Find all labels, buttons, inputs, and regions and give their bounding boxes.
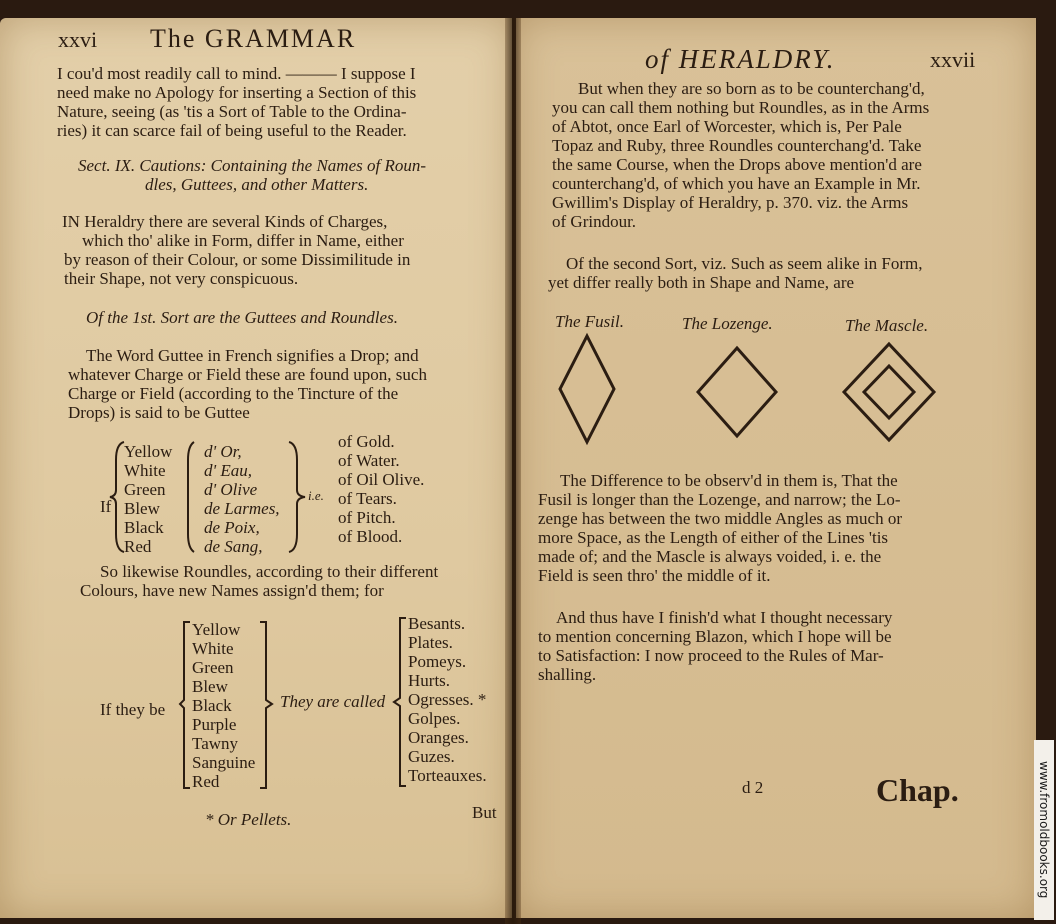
footnote: * Or Pellets.	[205, 810, 292, 829]
para-line: Charge or Field (according to the Tincture of the	[68, 384, 399, 403]
left-running-head: The GRAMMAR	[150, 24, 357, 53]
text-line: Golpes.	[408, 709, 461, 728]
right-brace-icon	[287, 440, 309, 554]
text-line: Ogresses. *	[408, 690, 487, 709]
text-line: Besants.	[408, 614, 466, 633]
para-line: whatever Charge or Field these are found upon, such	[68, 365, 427, 384]
left-text-line: Nature, seeing (as 'tis a Sort of Table to the Ordina-	[57, 102, 407, 121]
text-line: zenge has between the two middle Angles as much or	[538, 509, 902, 528]
section-heading: Sect. IX. Cautions: Containing the Names of Roun-	[78, 156, 426, 175]
right-page-number: xxvii	[930, 47, 976, 72]
text-line: of Grindour.	[552, 212, 637, 231]
text-line: The Difference to be observ'd in them is, That the	[560, 471, 898, 490]
text-line: Red	[192, 772, 220, 791]
text-line: Of the second Sort, viz. Such as seem alike in Form,	[566, 254, 923, 273]
text-line: Purple	[192, 715, 237, 734]
text-line: to Satisfaction: I now proceed to the Rules of Mar-	[538, 646, 884, 665]
text-line: Hurts.	[408, 671, 451, 690]
text-line: Yellow	[124, 442, 173, 461]
text-line: And thus have I finish'd what I thought necessary	[556, 608, 893, 627]
left-brace-icon	[182, 440, 196, 554]
text-line: d' Olive	[204, 480, 258, 499]
text-line: of Pitch.	[338, 508, 396, 527]
text-line: Blew	[192, 677, 228, 696]
para-line: So likewise Roundles, according to their different	[100, 562, 439, 581]
text-line: Black	[192, 696, 232, 715]
text-line: de Larmes,	[204, 499, 280, 518]
section-heading-cont: dles, Guttees, and other Matters.	[145, 175, 369, 194]
left-page-number: xxvi	[58, 27, 98, 52]
text-line: Oranges.	[408, 728, 469, 747]
para-line: their Shape, not very conspicuous.	[64, 269, 299, 288]
left-brace-icon	[392, 616, 408, 788]
left-catchword: But	[472, 803, 497, 822]
text-line: yet differ really both in Shape and Name, are	[548, 273, 855, 292]
text-line: of Oil Olive.	[338, 470, 425, 489]
text-line: Gwillim's Display of Heraldry, p. 370. viz. the Arms	[552, 193, 909, 212]
guttee-if: If	[100, 497, 112, 516]
right-catchword: Chap.	[876, 772, 959, 808]
para-line: The Word Guttee in French signifies a Drop; and	[86, 346, 419, 365]
roundle-they-are-called: They are called	[280, 692, 386, 711]
text-line: Tawny	[192, 734, 239, 753]
text-line: de Sang,	[204, 537, 263, 556]
text-line: of Gold.	[338, 432, 395, 451]
lozenge-figure	[694, 344, 780, 440]
para-line: Drops) is said to be Guttee	[68, 403, 250, 422]
text-line: of Blood.	[338, 527, 403, 546]
right-brace-icon	[258, 620, 274, 790]
text-line: Green	[192, 658, 234, 677]
text-line: de Poix,	[204, 518, 260, 537]
lozenge-label: The Lozenge.	[682, 314, 773, 333]
para-line: by reason of their Colour, or some Dissimilitude in	[64, 250, 411, 269]
text-line: you can call them nothing but Roundles, as in the Arms	[552, 98, 930, 117]
text-line: to mention concerning Blazon, which I hope will be	[538, 627, 892, 646]
text-line: Torteauxes.	[408, 766, 487, 785]
text-line: Fusil is longer than the Lozenge, and narrow; the Lo-	[538, 490, 901, 509]
text-line: more Space, as the Length of either of the Lines 'tis	[538, 528, 889, 547]
para-line: Colours, have new Names assign'd them; for	[80, 581, 384, 600]
text-line: Plates.	[408, 633, 453, 652]
text-line: Blew	[124, 499, 160, 518]
text-line: d' Or,	[204, 442, 242, 461]
guttee-ie: i.e.	[308, 488, 324, 503]
text-line: Topaz and Ruby, three Roundles counterchang'd. Take	[552, 136, 922, 155]
text-line: made of; and the Mascle is always voided, i. e. the	[538, 547, 882, 566]
text-line: Yellow	[192, 620, 241, 639]
text-line: of Abtot, once Earl of Worcester, which is, Per Pale	[552, 117, 902, 136]
mascle-label: The Mascle.	[845, 316, 929, 335]
text-line: Red	[124, 537, 152, 556]
left-brace-icon	[178, 620, 192, 790]
text-line: White	[124, 461, 166, 480]
text-line: counterchang'd, of which you have an Example in Mr.	[552, 174, 921, 193]
text-line: of Water.	[338, 451, 400, 470]
text-line: White	[192, 639, 234, 658]
text-line: d' Eau,	[204, 461, 253, 480]
first-sort-line: Of the 1st. Sort are the Guttees and Roundles.	[86, 308, 398, 327]
text-line: Pomeys.	[408, 652, 467, 671]
text-line: Guzes.	[408, 747, 455, 766]
mascle-figure	[840, 340, 938, 444]
text-line: Field is seen thro' the middle of it.	[538, 566, 771, 585]
text-line: the same Course, when the Drops above mention'd are	[552, 155, 922, 174]
left-text-line: need make no Apology for inserting a Section of this	[57, 83, 417, 102]
text-line: shalling.	[538, 665, 597, 684]
book-gutter	[505, 18, 521, 924]
text-line: But when they are so born as to be counterchang'd,	[578, 79, 925, 98]
fusil-label: The Fusil.	[555, 312, 624, 331]
left-text-line: ries) it can scarce fail of being useful to the Reader.	[57, 121, 407, 140]
right-running-head: of HERALDRY.	[645, 44, 836, 74]
text-line: Black	[124, 518, 164, 537]
fusil-figure	[556, 332, 618, 446]
text-line: Green	[124, 480, 166, 499]
signature-mark: d 2	[742, 778, 764, 797]
para-line: IN Heraldry there are several Kinds of Charges,	[62, 212, 388, 231]
roundle-if-they-be: If they be	[100, 700, 166, 719]
text-line: Sanguine	[192, 753, 256, 772]
watermark: www.fromoldbooks.org	[1034, 740, 1054, 920]
text-line: of Tears.	[338, 489, 397, 508]
para-line: which tho' alike in Form, differ in Name, either	[82, 231, 404, 250]
left-text-line: I cou'd most readily call to mind. ——— I suppose I	[57, 64, 416, 83]
